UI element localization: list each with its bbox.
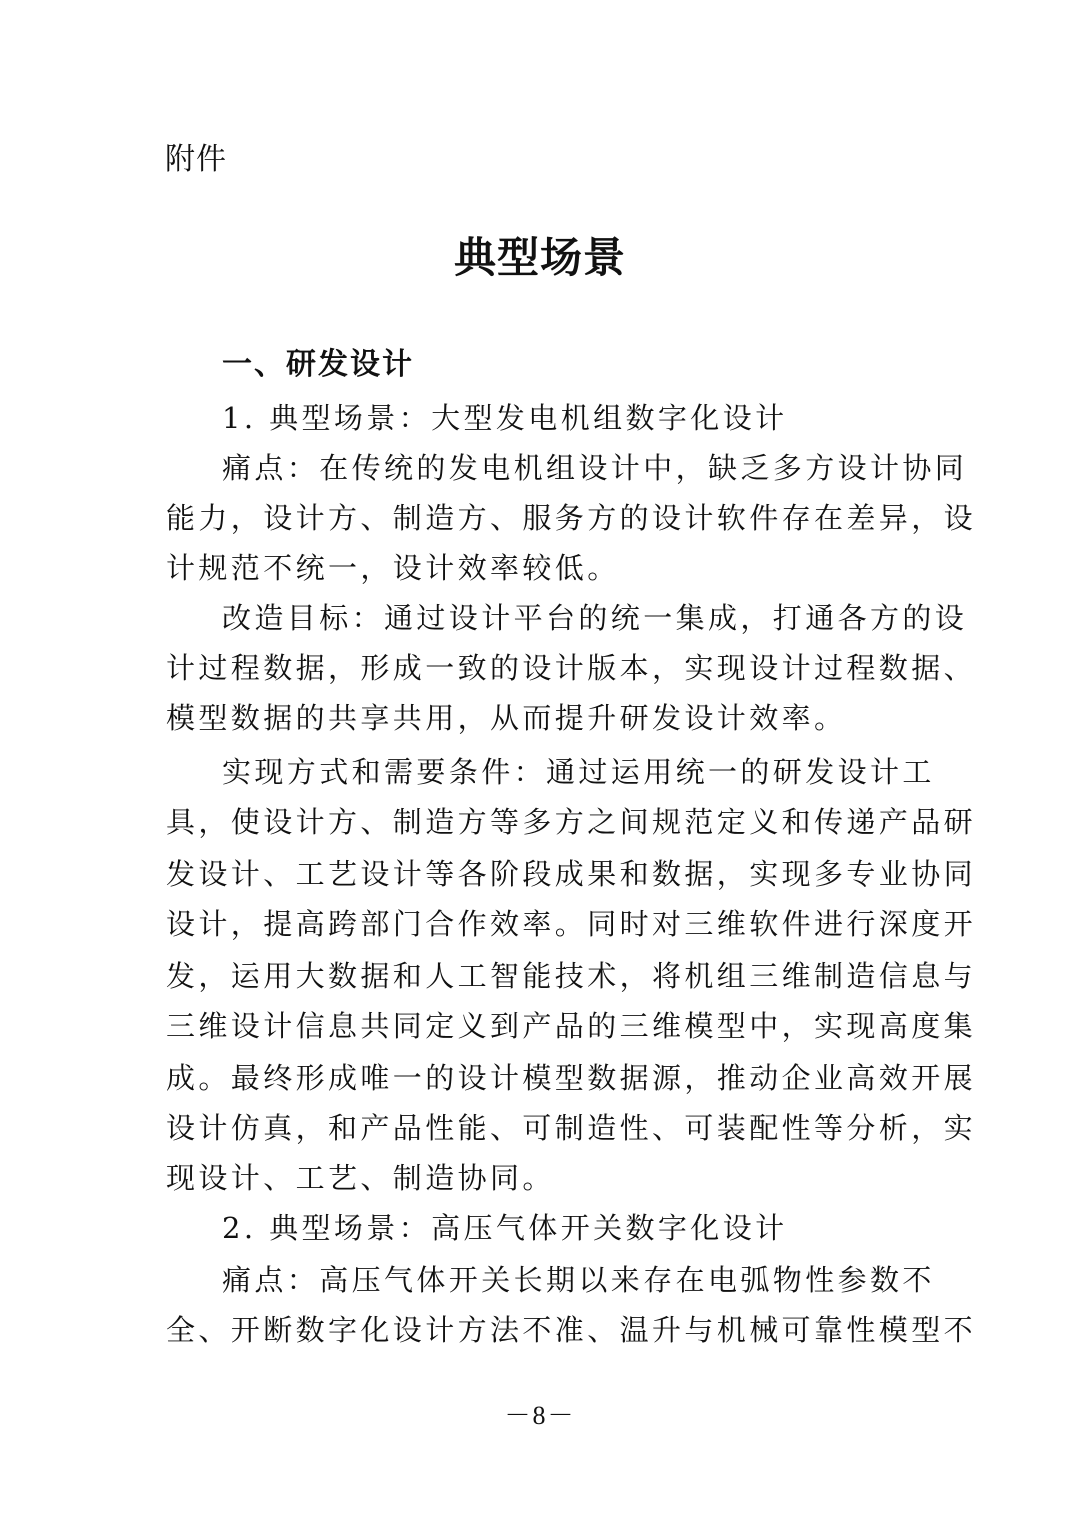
paragraph-line: 计规范不统一，设计效率较低。 [166, 551, 620, 585]
document-title: 典型场景 [453, 233, 626, 282]
paragraph-line: 计过程数据，形成一致的设计版本，实现设计过程数据、 [166, 651, 977, 685]
paragraph-line: 三维设计信息共同定义到产品的三维模型中，实现高度集 [166, 1009, 977, 1043]
paragraph-line: 设计仿真，和产品性能、可制造性、可装配性等分析，实 [166, 1111, 977, 1145]
section-heading: 一、研发设计 [222, 347, 414, 382]
scenario-2-heading: 2. 典型场景：高压气体开关数字化设计 [222, 1211, 788, 1245]
paragraph-line: 痛点：高压气体开关长期以来存在电弧物性参数不 [222, 1263, 935, 1297]
paragraph-line: 实现方式和需要条件：通过运用统一的研发设计工 [222, 755, 935, 789]
paragraph-line: 痛点：在传统的发电机组设计中，缺乏多方设计协同 [222, 451, 968, 485]
paragraph-line: 改造目标：通过设计平台的统一集成，打通各方的设 [222, 601, 968, 635]
page-number: －8－ [504, 1401, 576, 1430]
paragraph-line: 现设计、工艺、制造协同。 [166, 1161, 555, 1195]
scenario-1-heading: 1. 典型场景：大型发电机组数字化设计 [222, 401, 788, 435]
paragraph-line: 具，使设计方、制造方等多方之间规范定义和传递产品研 [166, 805, 977, 839]
attachment-label: 附件 [165, 142, 227, 177]
paragraph-line: 设计，提高跨部门合作效率。同时对三维软件进行深度开 [166, 907, 977, 941]
paragraph-line: 发设计、工艺设计等各阶段成果和数据，实现多专业协同 [166, 857, 977, 891]
paragraph-line: 能力，设计方、制造方、服务方的设计软件存在差异，设 [166, 501, 977, 535]
paragraph-line: 成。最终形成唯一的设计模型数据源，推动企业高效开展 [166, 1061, 977, 1095]
paragraph-line: 模型数据的共享共用，从而提升研发设计效率。 [166, 701, 847, 735]
paragraph-line: 发，运用大数据和人工智能技术，将机组三维制造信息与 [166, 959, 977, 993]
paragraph-line: 全、开断数字化设计方法不准、温升与机械可靠性模型不 [166, 1313, 977, 1347]
